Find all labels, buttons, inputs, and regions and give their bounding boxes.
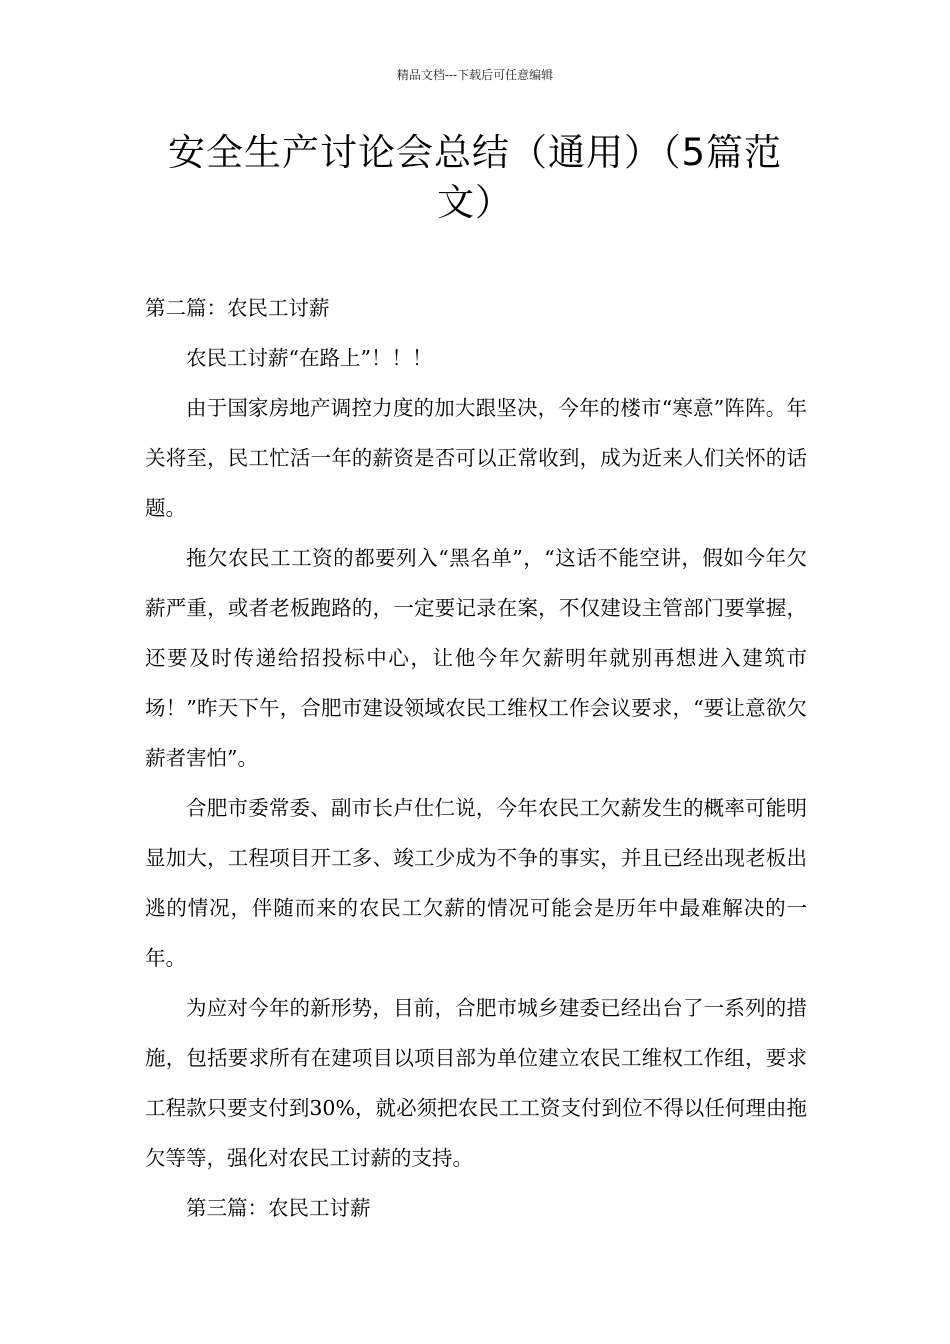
section-heading: 第二篇：农民工讨薪 [145,296,330,320]
section-heading: 第三篇：农民工讨薪 [186,1196,371,1220]
paragraph: 合肥市委常委、副市长卢仕仁说，今年农民工欠薪发生的概率可能明显加大，工程项目开工多、竣工少成为不争的事实，并且已经出现老板出逃的情况，伴随而来的农民工欠薪的情况可能会是历年中最难解决的一年。 [145,796,807,970]
paragraph: 由于国家房地产调控力度的加大跟坚决，今年的楼市“寒意”阵阵。年关将至，民工忙活一年的薪资是否可以正常收到，成为近来人们关怀的话题。 [145,396,807,520]
paragraph: 为应对今年的新形势，目前，合肥市城乡建委已经出台了一系列的措施，包括要求所有在建项目以项目部为单位建立农民工维权工作组，要求工程款只要支付到30%，就必须把农民工工资支付到位不得以任何理由拖欠等等，强化对农民工讨薪的支持。 [145,996,807,1170]
header-note: 精品文档---下载后可任意编辑 [396,68,554,82]
document-body [145,283,807,1233]
paragraph: 拖欠农民工工资的都要列入“黑名单”，“这话不能空讲，假如今年欠薪严重，或者老板跑路的，一定要记录在案，不仅建设主管部门要掌握，还要及时传递给招投标中心，让他今年欠薪明年就别再想进入建筑市场！”昨天下午，合肥市建设领域农民工维权工作会议要求，“要让意欲欠薪者害怕”。 [145,546,807,770]
document-title: 安全生产讨论会总结（通用）（5篇范文） [167,131,783,224]
paragraph: 农民工讨薪“在路上”！！！ [186,346,433,370]
